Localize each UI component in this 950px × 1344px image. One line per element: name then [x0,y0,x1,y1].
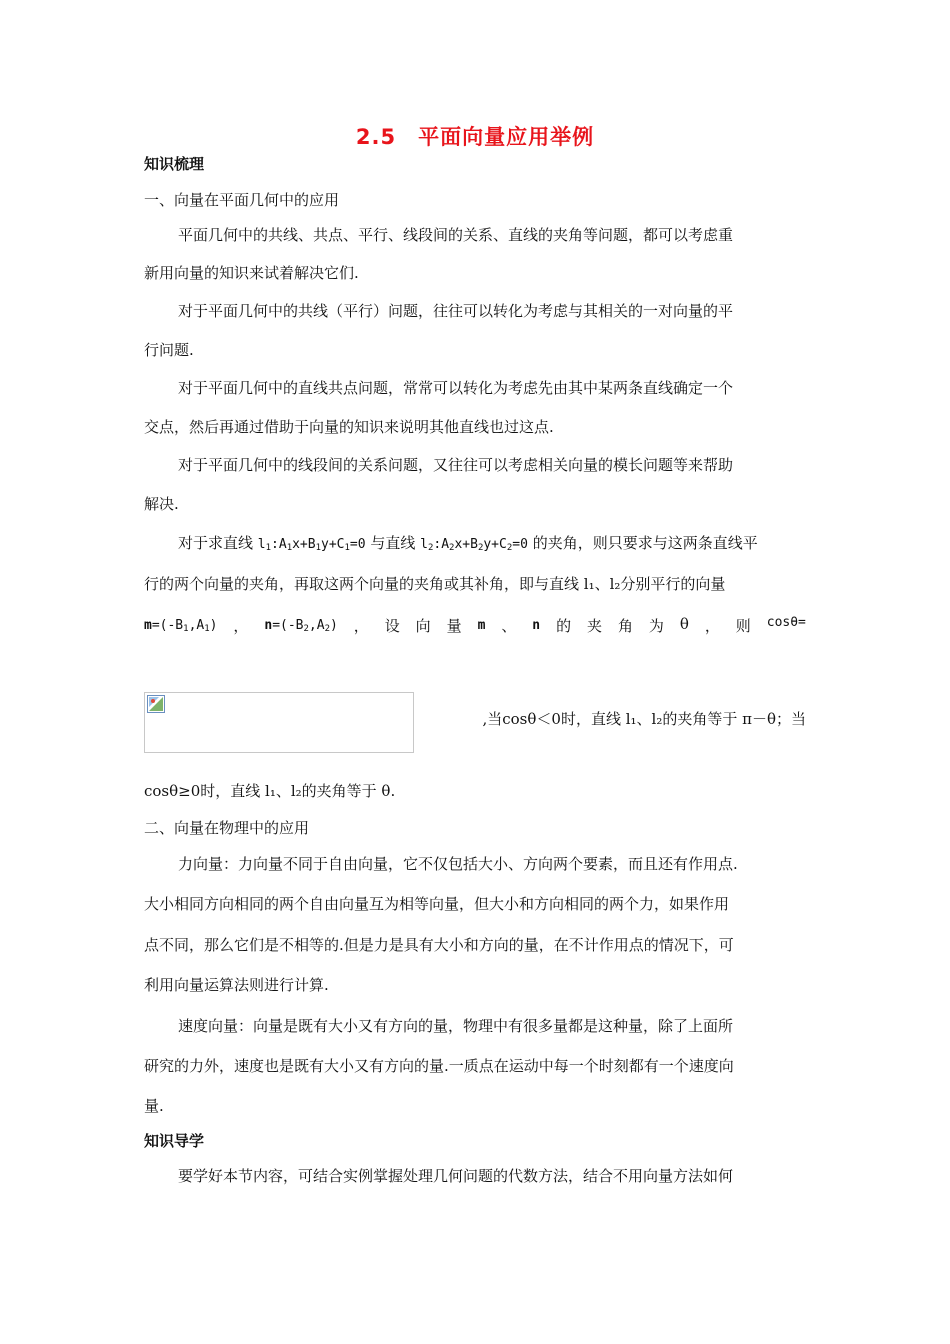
paragraph-line: 量. [144,1097,164,1115]
paragraph-line: 对于平面几何中的线段间的关系问题，又往往可以考虑相关向量的模长问题等来帮助 [178,456,734,474]
paragraph-line: 交点，然后再通过借助于向量的知识来说明其他直线也过这点. [144,418,554,436]
paragraph-line: 利用向量运算法则进行计算. [144,976,329,994]
paragraph-line: 对于平面几何中的直线共点问题，常常可以转化为考虑先由其中某两条直线确定一个 [178,379,734,397]
paragraph-line: 力向量：力向量不同于自由向量，它不仅包括大小、方向两个要素，而且还有作用点. [178,855,738,873]
paragraph-line: 速度向量：向量是既有大小又有方向的量，物理中有很多量都是这种量，除了上面所 [178,1017,734,1035]
paragraph-line: 对于平面几何中的共线（平行）问题，往往可以转化为考虑与其相关的一对向量的平 [178,302,734,320]
paragraph-line: ,当cosθ＜0时，直线 l₁、l₂的夹角等于 π－θ；当 [482,710,806,728]
formula-image-placeholder [144,692,414,753]
paragraph-line: 研究的力外，速度也是既有大小又有方向的量.一质点在运动中每一个时刻都有一个速度向 [144,1057,734,1075]
paragraph-line: 行的两个向量的夹角，再取这两个向量的夹角或其补角，即与直线 l₁、l₂分别平行的向量 [144,575,726,593]
paragraph-line: 平面几何中的共线、共点、平行、线段间的关系、直线的夹角等问题，都可以考虑重 [178,226,734,244]
subheading-physics: 二、向量在物理中的应用 [144,819,310,837]
paragraph-line-vectors: $m=(-B_1,A_1)$ ， $n=(-B_2,A_2)$ ， 设 向 量 m 、 n 的 夹 角 为 θ ， 则 cosθ= [144,615,806,635]
paragraph-line: 点不同，那么它们是不相等的.但是力是具有大小和方向的量，在不计作用点的情况下，可 [144,936,734,954]
paragraph-line: 要学好本节内容，可结合实例掌握处理几何问题的代数方法，结合不用向量方法如何 [178,1167,734,1185]
page-title: 2.5 平面向量应用举例 [355,125,595,149]
paragraph-line-formula: 对于求直线 $l_1:A_1x+B_1y+C_1=0$ 与直线 $l_2:A_2x+B_2y+C_2=0$ 的夹角，则只要求与这两条直线平 [178,534,758,553]
paragraph-line: 大小相同方向相同的两个自由向量互为相等向量，但大小和方向相同的两个力，如果作用 [144,895,730,913]
paragraph-line: 行问题. [144,341,194,359]
section-heading-study-guide: 知识导学 [144,1132,205,1150]
paragraph-line: 新用向量的知识来试着解决它们. [144,264,359,282]
broken-image-icon [147,695,165,713]
paragraph-line: cosθ≥0时，直线 l₁、l₂的夹角等于 θ. [144,782,396,800]
section-heading-knowledge-summary: 知识梳理 [144,155,205,173]
subheading-geometry: 一、向量在平面几何中的应用 [144,191,340,209]
paragraph-line: 解决. [144,495,179,513]
